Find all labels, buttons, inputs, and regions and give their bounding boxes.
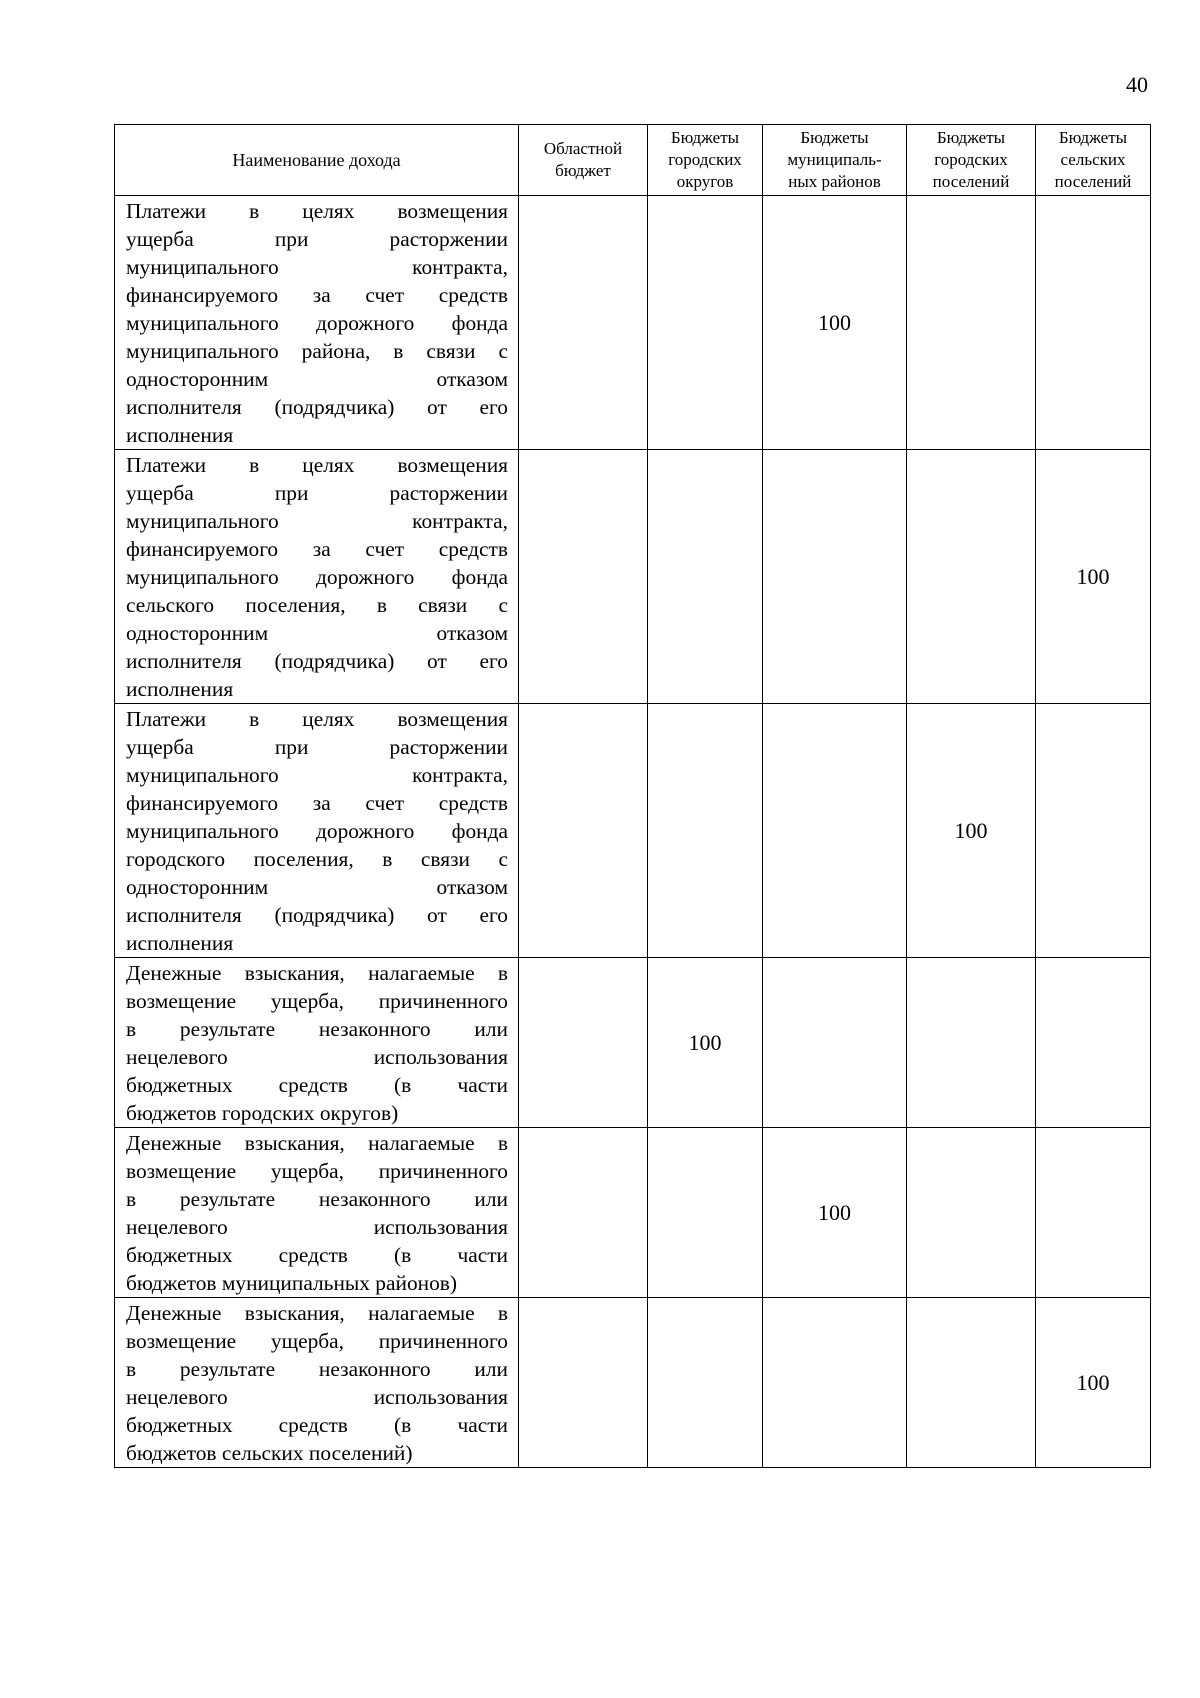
- percentage-cell: [648, 1128, 763, 1298]
- header-line: Наименование дохода: [232, 150, 401, 170]
- header-line: округов: [676, 172, 734, 191]
- income-name-line: Платежи в целях возмещения: [126, 453, 508, 477]
- header-income-name: [115, 125, 519, 196]
- percentage-cell: 100: [648, 958, 763, 1128]
- header-city-district-budgets: [648, 125, 763, 196]
- income-name-line: Денежные взыскания, налагаемые в: [126, 1301, 508, 1325]
- income-name-line: исполнителя (подрядчика) от его: [126, 649, 508, 673]
- percentage-cell: [907, 450, 1036, 704]
- header-municipal-district-budgets: [763, 125, 907, 196]
- income-name-cell: [115, 1298, 519, 1468]
- income-name-line: бюджетов муниципальных районов): [126, 1271, 458, 1295]
- income-name-line: муниципального дорожного фонда: [126, 819, 508, 843]
- header-line: Областной: [543, 139, 623, 158]
- header-line: городских: [934, 150, 1008, 169]
- income-name-line: Платежи в целях возмещения: [126, 199, 508, 223]
- header-line: ных районов: [788, 172, 881, 191]
- income-name-line: бюджетных средств (в части: [126, 1073, 508, 1097]
- income-name-cell: [115, 196, 519, 450]
- percentage-cell: [907, 1298, 1036, 1468]
- percentage-cell: [763, 450, 907, 704]
- income-name-line: ущерба при расторжении: [126, 735, 508, 759]
- header-urban-settlement-budgets: [907, 125, 1036, 196]
- table-row: [115, 450, 1151, 704]
- income-name-line: муниципального контракта,: [126, 763, 508, 787]
- income-name-line: исполнения: [126, 423, 234, 447]
- income-name-line: Денежные взыскания, налагаемые в: [126, 1131, 508, 1155]
- header-line: Бюджеты: [1058, 128, 1128, 147]
- percentage-cell: [519, 958, 648, 1128]
- income-name-line: ущерба при расторжении: [126, 227, 508, 251]
- income-name-line: односторонним отказом: [126, 621, 508, 645]
- revenue-distribution-table: [114, 124, 1151, 1468]
- percentage-cell: [648, 196, 763, 450]
- percentage-cell: [519, 1298, 648, 1468]
- table-row: [115, 958, 1151, 1128]
- percentage-cell: [763, 958, 907, 1128]
- income-name-line: ущерба при расторжении: [126, 481, 508, 505]
- income-name-line: односторонним отказом: [126, 875, 508, 899]
- table-header-row: [115, 125, 1151, 196]
- income-name-line: нецелевого использования: [126, 1385, 508, 1409]
- header-regional-budget: [519, 125, 648, 196]
- income-name-cell: [115, 450, 519, 704]
- income-name-line: в результате незаконного или: [126, 1017, 508, 1041]
- header-rural-settlement-budgets: [1036, 125, 1151, 196]
- page-number: 40: [1126, 72, 1148, 97]
- percentage-cell: 100: [1036, 450, 1151, 704]
- percentage-cell: [763, 1298, 907, 1468]
- income-name-cell: [115, 704, 519, 958]
- header-line: сельских: [1060, 150, 1126, 169]
- income-name-line: городского поселения, в связи с: [126, 847, 508, 871]
- percentage-cell: [648, 704, 763, 958]
- header-line: поселений: [1054, 172, 1132, 191]
- percentage-cell: 100: [763, 196, 907, 450]
- income-name-line: бюджетов сельских поселений): [126, 1441, 413, 1465]
- percentage-cell: [763, 704, 907, 958]
- percentage-cell: 100: [763, 1128, 907, 1298]
- header-line: городских: [668, 150, 742, 169]
- income-name-line: муниципального дорожного фонда: [126, 311, 508, 335]
- income-name-line: исполнения: [126, 677, 234, 701]
- header-line: Бюджеты: [670, 128, 740, 147]
- percentage-cell: 100: [1036, 1298, 1151, 1468]
- income-name-line: нецелевого использования: [126, 1215, 508, 1239]
- percentage-cell: [648, 450, 763, 704]
- table-row: [115, 1298, 1151, 1468]
- percentage-cell: [648, 1298, 763, 1468]
- income-name-line: Денежные взыскания, налагаемые в: [126, 961, 508, 985]
- income-name-line: исполнителя (подрядчика) от его: [126, 903, 508, 927]
- header-line: Бюджеты: [800, 128, 869, 147]
- header-line: бюджет: [555, 161, 611, 180]
- income-name-line: финансируемого за счет средств: [126, 791, 508, 815]
- percentage-cell: [907, 958, 1036, 1128]
- percentage-cell: [519, 196, 648, 450]
- percentage-cell: [519, 704, 648, 958]
- income-name-line: финансируемого за счет средств: [126, 537, 508, 561]
- income-name-cell: [115, 958, 519, 1128]
- percentage-cell: 100: [907, 704, 1036, 958]
- income-name-line: в результате незаконного или: [126, 1187, 508, 1211]
- income-name-line: бюджетных средств (в части: [126, 1243, 508, 1267]
- percentage-cell: [519, 1128, 648, 1298]
- table-row: [115, 1128, 1151, 1298]
- income-name-line: возмещение ущерба, причиненного: [126, 1159, 508, 1183]
- income-name-line: муниципального контракта,: [126, 255, 508, 279]
- income-name-line: исполнителя (подрядчика) от его: [126, 395, 508, 419]
- income-name-line: муниципального района, в связи с: [126, 339, 508, 363]
- percentage-cell: [1036, 704, 1151, 958]
- table-row: [115, 704, 1151, 958]
- income-name-line: односторонним отказом: [126, 367, 508, 391]
- percentage-cell: [907, 196, 1036, 450]
- income-name-line: исполнения: [126, 931, 234, 955]
- income-name-line: Платежи в целях возмещения: [126, 707, 508, 731]
- income-name-line: муниципального контракта,: [126, 509, 508, 533]
- income-name-line: муниципального дорожного фонда: [126, 565, 508, 589]
- income-name-line: нецелевого использования: [126, 1045, 508, 1069]
- percentage-cell: [907, 1128, 1036, 1298]
- table-body: [115, 196, 1151, 1468]
- income-name-line: бюджетных средств (в части: [126, 1413, 508, 1437]
- percentage-cell: [1036, 196, 1151, 450]
- header-line: Бюджеты: [936, 128, 1006, 147]
- header-line: муниципаль-: [787, 150, 882, 169]
- income-name-line: сельского поселения, в связи с: [126, 593, 508, 617]
- income-name-line: финансируемого за счет средств: [126, 283, 508, 307]
- income-name-line: возмещение ущерба, причиненного: [126, 989, 508, 1013]
- income-name-line: в результате незаконного или: [126, 1357, 508, 1381]
- income-name-cell: [115, 1128, 519, 1298]
- percentage-cell: [519, 450, 648, 704]
- income-name-line: бюджетов городских округов): [126, 1101, 399, 1125]
- header-line: поселений: [932, 172, 1010, 191]
- income-name-line: возмещение ущерба, причиненного: [126, 1329, 508, 1353]
- table-row: [115, 196, 1151, 450]
- percentage-cell: [1036, 958, 1151, 1128]
- percentage-cell: [1036, 1128, 1151, 1298]
